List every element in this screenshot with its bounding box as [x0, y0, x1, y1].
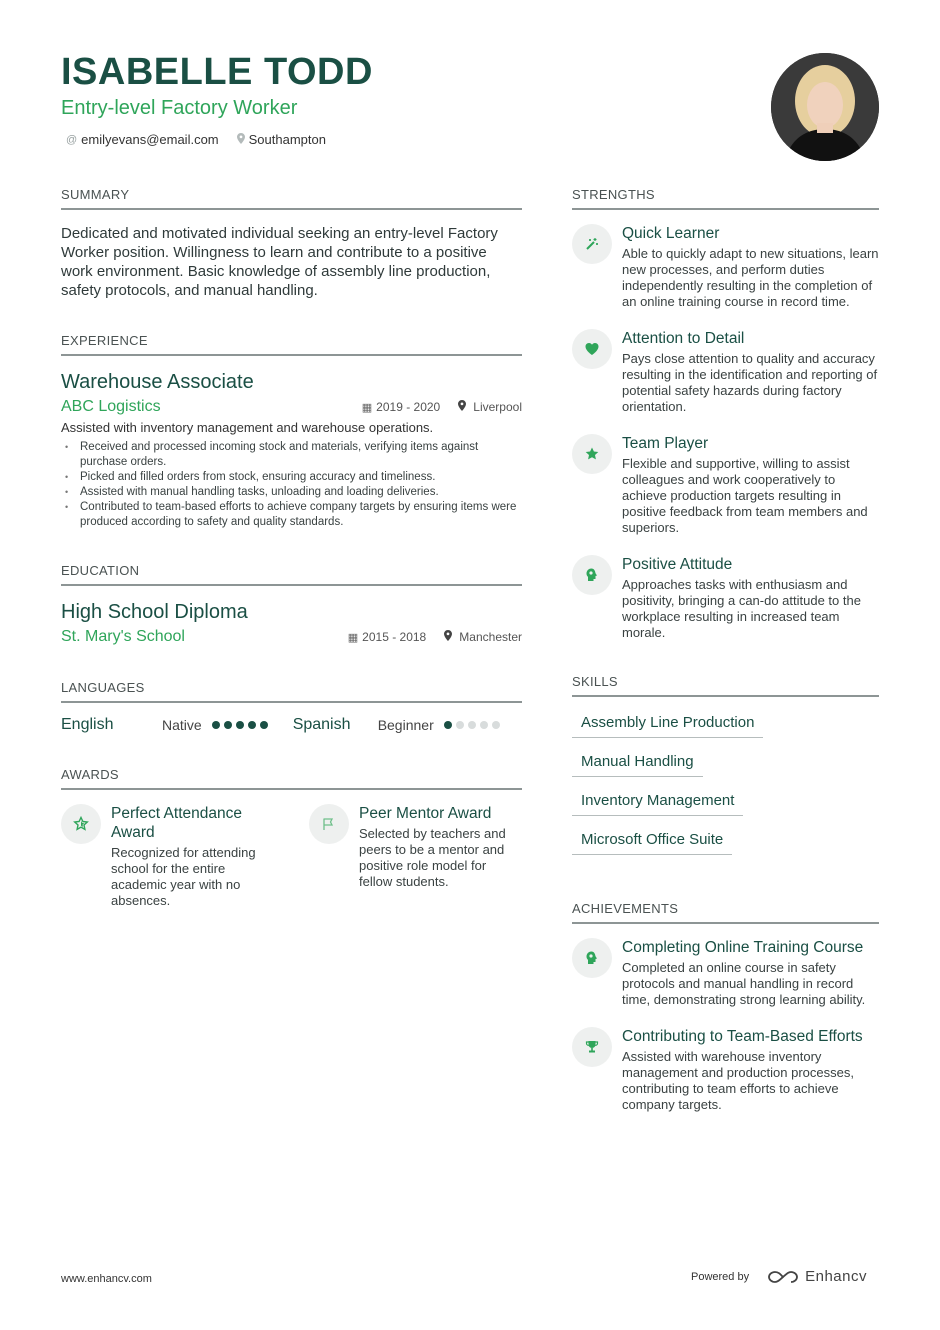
location-pin-icon: [458, 402, 469, 414]
rating-dot: [212, 721, 220, 729]
skills-list: [572, 699, 879, 855]
strength-title: Team Player: [622, 435, 709, 452]
brain-head-icon: [572, 555, 612, 595]
calendar-icon: ▦: [361, 402, 373, 414]
award-title: Peer Mentor Award: [359, 805, 492, 822]
education-dates: 2015 - 2018: [362, 630, 427, 644]
rating-dot: [248, 721, 256, 729]
footer-branding: [691, 1268, 867, 1285]
award-description: Recognized for attending school for the entire academic year with no absences.: [111, 845, 256, 908]
awards-list: [61, 804, 522, 909]
summary-text: Dedicated and motivated individual seeking an entry-level Factory Worker position. Willingness to learn and contribute to a positive work environment. Basic knowledge of assembly line production, safety protocols, and manual handling.: [61, 225, 498, 299]
education-meta: [348, 630, 522, 644]
location-pin-icon: [237, 133, 245, 147]
left-column: [61, 187, 522, 909]
list-item: [309, 804, 522, 909]
list-item: • Assisted with manual handling tasks, unloading and loading deliveries.: [61, 485, 522, 500]
candidate-name: ISABELLE TODD: [61, 51, 373, 93]
achievement-title: Contributing to Team-Based Efforts: [622, 1028, 863, 1045]
school-name: St. Mary's School: [61, 628, 185, 645]
list-item: [572, 329, 879, 415]
list-item: [572, 555, 879, 641]
candidate-role: Entry-level Factory Worker: [61, 97, 298, 119]
strength-title: Quick Learner: [622, 225, 720, 242]
job-dates: 2019 - 2020: [376, 400, 441, 414]
list-item: [61, 804, 309, 909]
awards-section: [61, 767, 522, 909]
strength-description: Flexible and supportive, willing to assist colleagues and work cooperatively to achieve production targets resulting in positive feedback from team members and superiors.: [622, 456, 868, 535]
list-item: [572, 224, 879, 310]
list-item: [572, 434, 879, 536]
job-meta: [362, 400, 522, 414]
rating-dot: [468, 721, 476, 729]
awards-heading: AWARDS: [61, 767, 522, 790]
email-text: emilyevans@email.com: [81, 132, 219, 147]
award-title: Perfect Attendance Award: [111, 805, 242, 841]
summary-section: [61, 187, 522, 300]
skills-heading: SKILLS: [572, 674, 879, 697]
award-description: Selected by teachers and peers to be a mentor and positive role model for fellow students.: [359, 826, 506, 889]
achievement-title: Completing Online Training Course: [622, 939, 864, 956]
language-rating-spanish: [444, 721, 500, 729]
rating-dot: [492, 721, 500, 729]
rating-dot: [236, 721, 244, 729]
right-column: [572, 187, 879, 1113]
experience-heading: EXPERIENCE: [61, 333, 522, 356]
star-icon: [572, 434, 612, 474]
powered-by-label: Powered by: [691, 1270, 750, 1283]
skill-tag: Inventory Management: [572, 791, 743, 816]
language-rating-english: [212, 721, 293, 729]
rating-dot: [260, 721, 268, 729]
achievements-heading: ACHIEVEMENTS: [572, 901, 879, 924]
skill-tag: Microsoft Office Suite: [572, 830, 732, 855]
enhancv-logo-icon: [767, 1269, 799, 1285]
strength-description: Approaches tasks with enthusiasm and positivity, bringing a can-do attitude to the workplace resulting in increased team morale.: [622, 577, 861, 640]
trophy-icon: [572, 1027, 612, 1067]
strength-description: Pays close attention to quality and accuracy resulting in the identification and reporting of potential safety hazards during factory orientation.: [622, 351, 878, 414]
language-level: Beginner: [377, 717, 434, 733]
brand-logo[interactable]: [767, 1268, 867, 1285]
brand-name: Enhancv: [805, 1268, 867, 1285]
languages-row: [61, 716, 522, 734]
strength-title: Attention to Detail: [622, 330, 745, 347]
calendar-icon: ▦: [347, 632, 359, 644]
company-name: ABC Logistics: [61, 398, 161, 415]
location-pin-icon: [444, 632, 455, 644]
achievement-description: Assisted with warehouse inventory management and production processes, contributing to team efforts to achieve company targets.: [622, 1049, 854, 1112]
brain-head-icon: [572, 938, 612, 978]
contact-row: [66, 132, 326, 147]
job-description: Assisted with inventory management and warehouse operations.: [61, 420, 434, 435]
education-section: [61, 563, 522, 647]
strengths-section: [572, 187, 879, 641]
list-item: [572, 1027, 879, 1113]
degree-title: High School Diploma: [61, 601, 248, 623]
rating-dot: [444, 721, 452, 729]
language-name: Spanish: [292, 716, 351, 733]
list-item: • Received and processed incoming stock and materials, verifying items against purchase orders.: [61, 440, 522, 470]
footer-website[interactable]: www.enhancv.com: [61, 1273, 152, 1285]
experience-section: [61, 333, 522, 530]
list-item: • Picked and filled orders from stock, ensuring accuracy and timeliness.: [61, 470, 522, 485]
rating-dot: [480, 721, 488, 729]
job-location: Liverpool: [473, 400, 522, 414]
summary-heading: SUMMARY: [61, 187, 522, 210]
job-bullets: [61, 440, 522, 530]
email-contact[interactable]: [66, 132, 219, 147]
language-name: English: [61, 716, 114, 733]
profile-photo: [771, 53, 879, 161]
strengths-heading: STRENGTHS: [572, 187, 879, 210]
languages-heading: LANGUAGES: [61, 680, 522, 703]
rating-dot: [224, 721, 232, 729]
languages-section: [61, 680, 522, 734]
strength-title: Positive Attitude: [622, 556, 733, 573]
skill-tag: Assembly Line Production: [572, 713, 763, 738]
heart-icon: [572, 329, 612, 369]
list-item: • Contributed to team-based efforts to achieve company targets by ensuring items were produced according to safety and quality standards.: [61, 500, 522, 530]
skills-section: [572, 674, 879, 855]
achievements-section: [572, 901, 879, 1113]
skill-tag: Manual Handling: [572, 752, 703, 777]
education-location: Manchester: [459, 630, 522, 644]
language-level: Native: [162, 717, 202, 733]
at-icon: @: [66, 133, 78, 146]
job-meta-row: [61, 397, 522, 417]
star-icon: [61, 804, 101, 844]
rating-dot: [456, 721, 464, 729]
magic-wand-icon: [572, 224, 612, 264]
achievement-description: Completed an online course in safety protocols and manual handling in record time, demonstrating strong learning ability.: [622, 960, 866, 1007]
strength-description: Able to quickly adapt to new situations, learn new processes, and perform duties independently resulting in the completion of an online training course in record time.: [622, 246, 879, 309]
education-meta-row: [61, 627, 522, 647]
location-text: Southampton: [248, 132, 326, 147]
flag-icon: [309, 804, 349, 844]
location-contact: [237, 132, 326, 147]
list-item: [572, 938, 879, 1008]
education-heading: EDUCATION: [61, 563, 522, 586]
job-title: Warehouse Associate: [61, 371, 254, 393]
